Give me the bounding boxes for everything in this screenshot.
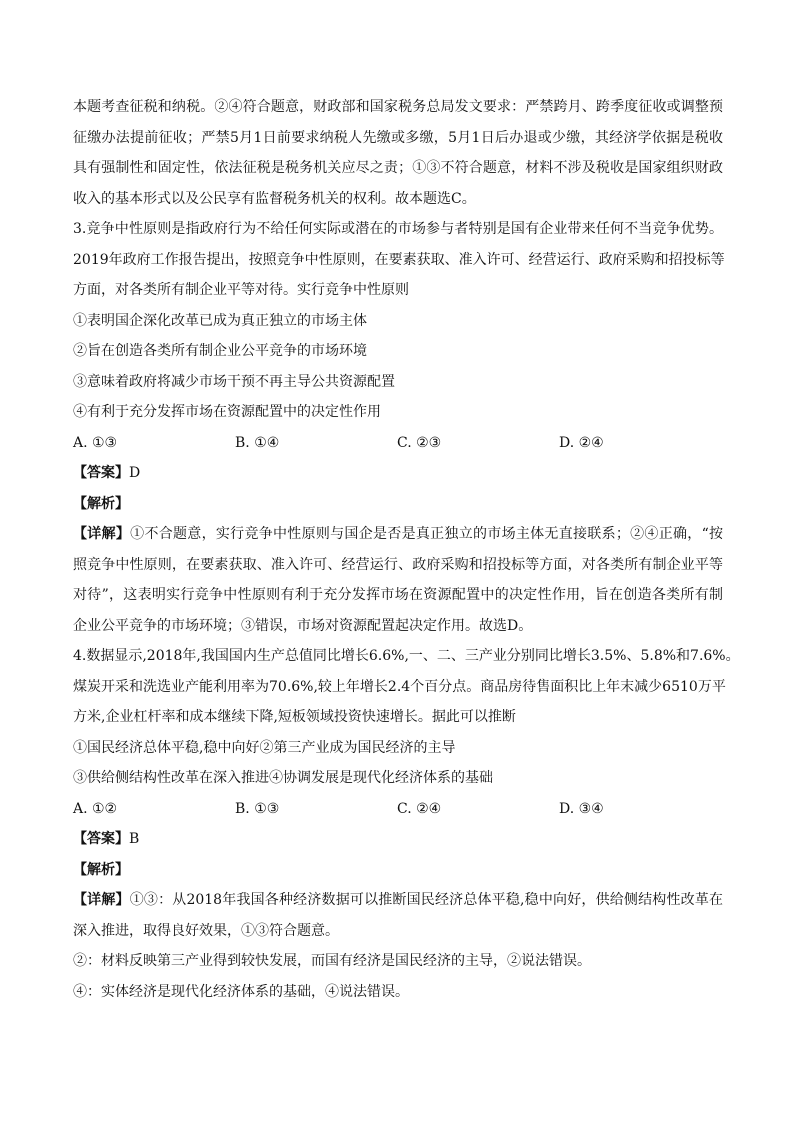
detail-line: 企业公平竞争的市场环境；③错误，市场对资源配置起决定作用。故选D。 xyxy=(73,617,533,634)
detail-line xyxy=(73,885,723,916)
detail-label: 【详解】 xyxy=(73,526,131,542)
statement-item: ③意味着政府将减少市场干预不再主导公共资源配置 xyxy=(73,373,395,390)
text-line: 本题考查征税和纳税。②④符合题意，财政部和国家税务总局发文要求：严禁跨月、跨季度征收或调整预 xyxy=(73,99,723,115)
answer-value: B xyxy=(129,831,140,847)
statement-item: ②旨在创造各类所有制企业公平竞争的市场环境 xyxy=(73,343,367,359)
statement-item: ④有利于充分发挥市场在资源配置中的决定性作用 xyxy=(73,404,381,420)
answer-options xyxy=(73,428,723,459)
question-stem-line: 3.竞争中性原则是指政府行为不给任何实际或潜在的市场参与者特别是国有企业带来任何不当竞争优势。 xyxy=(73,221,723,237)
option-b: B. ①④ xyxy=(235,434,280,451)
detail-line: ④：实体经济是现代化经济体系的基础，④说法错误。 xyxy=(73,983,409,1000)
answer-line xyxy=(73,824,723,855)
statement-item: ③供给侧结构性改革在深入推进④协调发展是现代化经济体系的基础 xyxy=(73,770,493,786)
detail-line: ②：材料反映第三产业得到较快发展，而国有经济是国民经济的主导，②说法错误。 xyxy=(73,953,591,969)
option-a: A. ①③ xyxy=(73,434,118,451)
detail-line: 深入推进，取得良好效果，①③符合题意。 xyxy=(73,922,339,939)
detail-text: ①不合题意，实行竞争中性原则与国企是否是真正独立的市场主体无直接联系；②④正确，“按 xyxy=(130,526,724,542)
answer-options xyxy=(73,794,723,825)
question-stem-line: 方米,企业杠杆率和成本继续下降,短板领域投资快速增长。据此可以推断 xyxy=(73,709,516,725)
text-line: 具有强制性和固定性，依法征税是税务机关应尽之责；①③不符合题意，材料不涉及税收是国家组织财政 xyxy=(73,160,723,176)
option-a: A. ①② xyxy=(73,800,118,817)
detail-line xyxy=(73,519,723,550)
question-stem-line: 方面，对各类所有制企业平等对待。实行竞争中性原则 xyxy=(73,282,409,298)
detail-label: 【详解】 xyxy=(73,892,130,908)
question-stem-line: 2019年政府工作报告提出，按照竞争中性原则，在要素获取、准入许可、经营运行、政府采购和招投标等 xyxy=(73,251,725,268)
option-c: C. ②③ xyxy=(397,434,442,451)
text-line: 收入的基本形式以及公民享有监督税务机关的权利。故本题选C。 xyxy=(73,190,476,207)
option-b: B. ①③ xyxy=(235,800,280,817)
question-stem-line: 煤炭开采和洗选业产能利用率为70.6%,较上年增长2.4个百分点。商品房待售面积比上年末减少6510万平 xyxy=(73,678,726,695)
statement-item: ①表明国企深化改革已成为真正独立的市场主体 xyxy=(73,312,367,329)
answer-value: D xyxy=(129,465,141,481)
analysis-label: 【解析】 xyxy=(73,861,129,878)
option-d: D. ③④ xyxy=(559,800,604,817)
analysis-heading xyxy=(73,489,723,520)
statement-item: ①国民经济总体平稳,稳中向好②第三产业成为国民经济的主导 xyxy=(73,739,456,756)
option-d: D. ②④ xyxy=(559,434,604,451)
option-c: C. ②④ xyxy=(397,800,442,817)
question-4 xyxy=(73,641,740,1007)
answer-label: 【答案】 xyxy=(73,465,129,481)
detail-line: 照竞争中性原则，在要素获取、准入许可、经营运行、政府采购和招投标等方面，对各类所有制企业平等 xyxy=(73,556,723,573)
question-3 xyxy=(73,214,723,641)
text-line: 征缴办法提前征收；严禁5月1日前要求纳税人先缴或多缴，5月1日后办退或少缴，其经济学依据是税收 xyxy=(73,129,723,146)
answer-label: 【答案】 xyxy=(73,831,129,847)
analysis-label: 【解析】 xyxy=(73,495,129,512)
detail-line: 对待”，这表明实行竞争中性原则有利于充分发挥市场在资源配置中的决定性作用，旨在创造各类所有制 xyxy=(73,587,723,603)
answer-line xyxy=(73,458,723,489)
question-stem-line: 4.数据显示,2018年,我国国内生产总值同比增长6.6%,一、二、三产业分别同比增长3.5%、5.8%和7.6%。 xyxy=(73,648,740,664)
document-page xyxy=(73,92,740,1007)
q2-explanation-tail xyxy=(73,92,723,214)
detail-text: ①③：从2018年我国各种经济数据可以推断国民经济总体平稳,稳中向好，供给侧结构性改革在 xyxy=(129,892,724,908)
analysis-heading xyxy=(73,855,723,886)
